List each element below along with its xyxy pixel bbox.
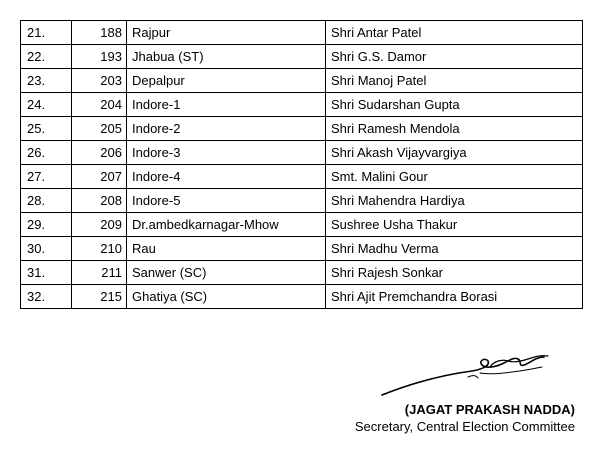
constituency-name-cell: Indore-1 — [127, 93, 326, 117]
constituency-number-cell: 204 — [72, 93, 127, 117]
table-row — [21, 213, 583, 237]
candidate-name-cell: Shri G.S. Damor — [326, 45, 583, 69]
constituency-name-cell: Indore-5 — [127, 189, 326, 213]
constituency-name-cell: Sanwer (SC) — [127, 261, 326, 285]
table-row — [21, 237, 583, 261]
constituency-name-cell: Depalpur — [127, 69, 326, 93]
candidate-name-cell: Shri Rajesh Sonkar — [326, 261, 583, 285]
table-row — [21, 285, 583, 309]
serial-number-cell: 21. — [21, 21, 72, 45]
serial-number-cell: 32. — [21, 285, 72, 309]
constituency-name-cell: Indore-3 — [127, 141, 326, 165]
table-row — [21, 165, 583, 189]
constituency-name-cell: Indore-4 — [127, 165, 326, 189]
serial-number-cell: 25. — [21, 117, 72, 141]
candidate-name-cell: Shri Antar Patel — [326, 21, 583, 45]
table-row — [21, 21, 583, 45]
serial-number-cell: 28. — [21, 189, 72, 213]
constituency-number-cell: 206 — [72, 141, 127, 165]
table-row — [21, 141, 583, 165]
candidate-name-cell: Shri Mahendra Hardiya — [326, 189, 583, 213]
signatory-name: (JAGAT PRAKASH NADDA) — [404, 402, 575, 417]
constituency-number-cell: 209 — [72, 213, 127, 237]
table-row — [21, 93, 583, 117]
constituency-number-cell: 193 — [72, 45, 127, 69]
signatory-designation: Secretary, Central Election Committee — [354, 419, 575, 434]
serial-number-cell: 26. — [21, 141, 72, 165]
table-row — [21, 69, 583, 93]
constituency-number-cell: 205 — [72, 117, 127, 141]
serial-number-cell: 24. — [21, 93, 72, 117]
constituency-number-cell: 203 — [72, 69, 127, 93]
candidate-name-cell: Shri Ajit Premchandra Borasi — [326, 285, 583, 309]
constituency-name-cell: Dr.ambedkarnagar-Mhow — [127, 213, 326, 237]
constituency-name-cell: Rajpur — [127, 21, 326, 45]
constituency-number-cell: 188 — [72, 21, 127, 45]
signature-image — [372, 345, 557, 405]
serial-number-cell: 30. — [21, 237, 72, 261]
serial-number-cell: 27. — [21, 165, 72, 189]
constituency-name-cell: Jhabua (ST) — [127, 45, 326, 69]
candidate-name-cell: Shri Madhu Verma — [326, 237, 583, 261]
candidate-name-cell: Shri Akash Vijayvargiya — [326, 141, 583, 165]
candidate-name-cell: Shri Manoj Patel — [326, 69, 583, 93]
table-row — [21, 189, 583, 213]
serial-number-cell: 23. — [21, 69, 72, 93]
constituency-name-cell: Indore-2 — [127, 117, 326, 141]
table-row — [21, 117, 583, 141]
constituency-number-cell: 207 — [72, 165, 127, 189]
serial-number-cell: 29. — [21, 213, 72, 237]
constituency-number-cell: 215 — [72, 285, 127, 309]
table-row — [21, 261, 583, 285]
constituency-number-cell: 208 — [72, 189, 127, 213]
candidate-name-cell: Sushree Usha Thakur — [326, 213, 583, 237]
candidate-table — [20, 20, 583, 309]
serial-number-cell: 31. — [21, 261, 72, 285]
serial-number-cell: 22. — [21, 45, 72, 69]
constituency-number-cell: 211 — [72, 261, 127, 285]
candidate-name-cell: Shri Sudarshan Gupta — [326, 93, 583, 117]
candidate-table-body — [21, 21, 583, 309]
candidate-name-cell: Smt. Malini Gour — [326, 165, 583, 189]
candidate-name-cell: Shri Ramesh Mendola — [326, 117, 583, 141]
constituency-number-cell: 210 — [72, 237, 127, 261]
constituency-name-cell: Rau — [127, 237, 326, 261]
table-row — [21, 45, 583, 69]
constituency-name-cell: Ghatiya (SC) — [127, 285, 326, 309]
